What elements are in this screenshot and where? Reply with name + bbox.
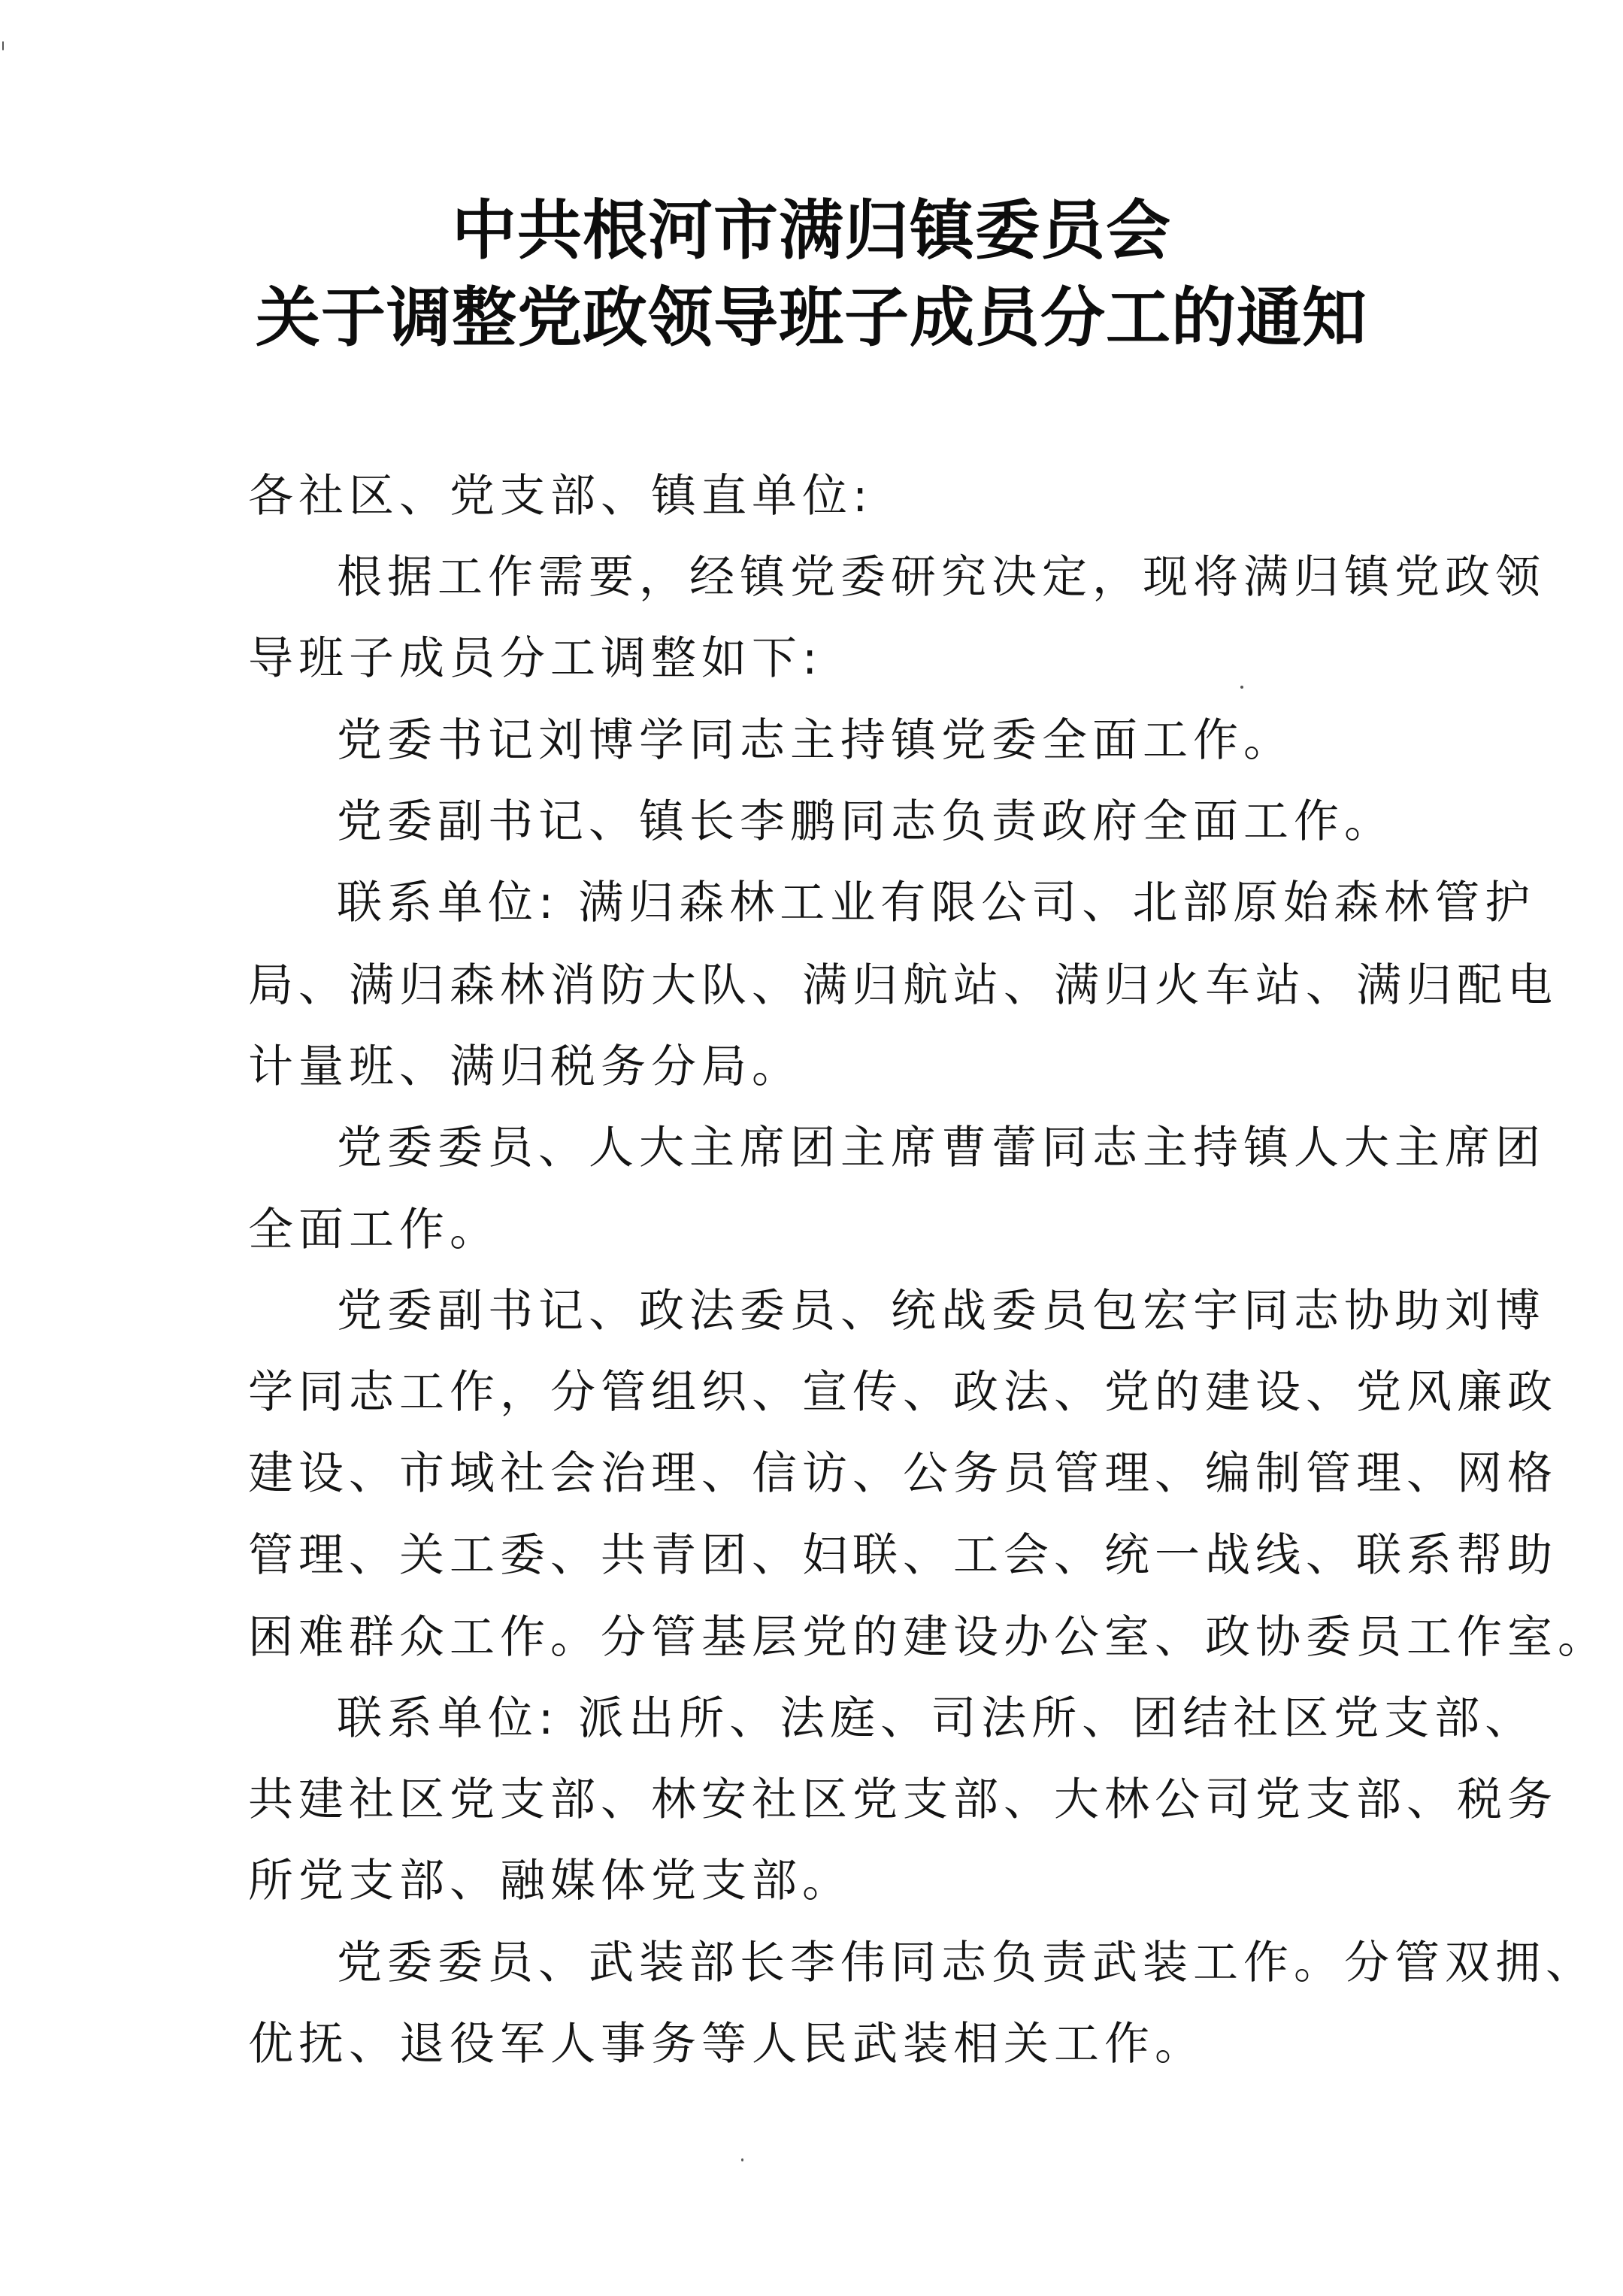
body-line: 联系单位: 满归森林工业有限公司、北部原始森林管护 [337, 877, 1536, 929]
body-line: 优抚、退役军人事务等人民武装相关工作。 [248, 2018, 1205, 2070]
body-line: 学同志工作，分管组织、宣传、政法、党的建设、党风廉政 [248, 1366, 1558, 1419]
body-line: 党委委员、人大主席团主席曹蕾同志主持镇人大主席团 [337, 1122, 1546, 1174]
body-line: 党委副书记、政法委员、统战委员包宏宇同志协助刘博 [337, 1285, 1546, 1337]
body-line: 党委书记刘博学同志主持镇党委全面工作。 [337, 714, 1294, 767]
body-line: 建设、市域社会治理、信访、公务员管理、编制管理、网格 [248, 1447, 1558, 1500]
body-line: 困难群众工作。分管基层党的建设办公室、政协委员工作室。 [248, 1611, 1608, 1664]
body-line: 局、满归森林消防大队、满归航站、满归火车站、满归配电 [248, 959, 1558, 1012]
scan-speck [2, 41, 4, 50]
body-line: 所党支部、融媒体党支部。 [248, 1855, 852, 1907]
document-title-line-2: 关于调整党政领导班子成员分工的通知 [256, 280, 1367, 356]
body-line: 全面工作。 [248, 1204, 500, 1256]
scan-speck [741, 2158, 743, 2161]
body-line: 党委委员、武装部长李伟同志负责武装工作。分管双拥、 [337, 1937, 1596, 1989]
body-line: 党委副书记、镇长李鹏同志负责政府全面工作。 [337, 795, 1394, 848]
scan-speck [1240, 686, 1243, 689]
document-title-line-1: 中共根河市满归镇委员会 [452, 192, 1171, 268]
body-line: 共建社区党支部、林安社区党支部、大林公司党支部、税务 [248, 1773, 1558, 1826]
body-line: 计量班、满归税务分局。 [248, 1040, 802, 1093]
salutation: 各社区、党支部、镇直单位: [248, 470, 874, 523]
body-line: 联系单位: 派出所、法庭、司法所、团结社区党支部、 [337, 1692, 1536, 1745]
body-line: 管理、关工委、共青团、妇联、工会、统一战线、联系帮助 [248, 1529, 1558, 1582]
body-line: 导班子成员分工调整如下: [248, 632, 823, 685]
body-line: 根据工作需要，经镇党委研究决定，现将满归镇党政领 [337, 551, 1546, 604]
